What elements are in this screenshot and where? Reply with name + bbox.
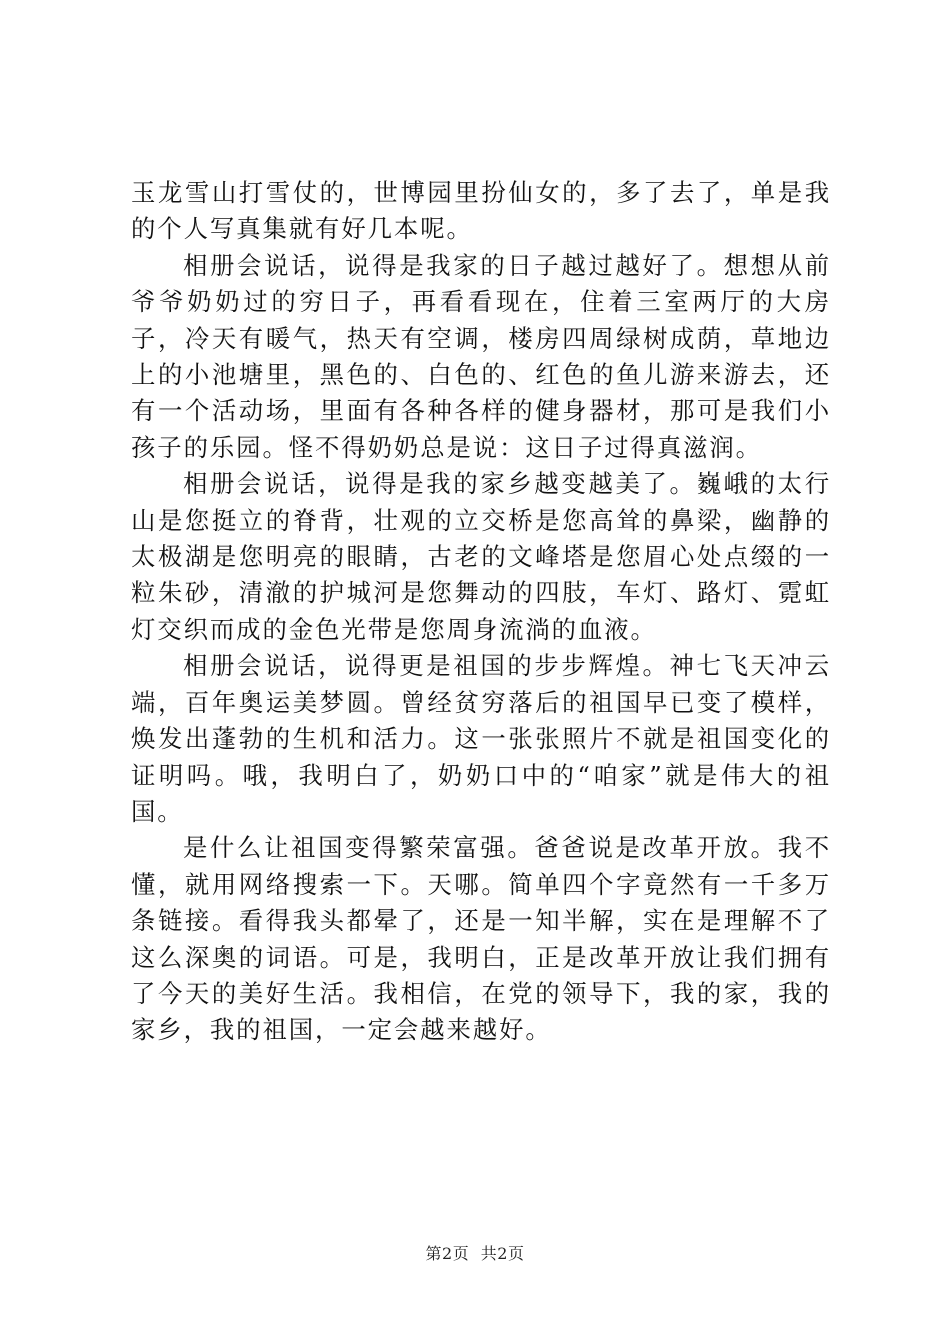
paragraph-reform: 是什么让祖国变得繁荣富强。爸爸说是改革开放。我不懂，就用网络搜索一下。天哪。简单四个字竟然有一千多万条链接。看得我头都晕了，还是一知半解，实在是理解不了这么深奥的词语。可是，我明白，正是改革开放让我们拥有了今天的美好生活。我相信，在党的领导下，我的家，我的家乡，我的祖国，一定会越来越好。	[131, 833, 831, 1045]
page-number: 第2页	[425, 1244, 470, 1263]
paragraph-continued: 玉龙雪山打雪仗的，世博园里扮仙女的，多了去了，单是我的个人写真集就有好几本呢。	[131, 178, 831, 244]
page-footer	[0, 1243, 950, 1265]
page-total: 共2页	[480, 1244, 525, 1263]
paragraph-family-life: 相册会说话，说得是我家的日子越过越好了。想想从前爷爷奶奶过的穷日子，再看看现在，住着三室两厅的大房子，冷天有暖气，热天有空调，楼房四周绿树成荫，草地边上的小池塘里，黑色的、白色的、红色的鱼儿游来游去，还有一个活动场，里面有各种各样的健身器材，那可是我们小孩子的乐园。怪不得奶奶总是说：这日子过得真滋润。	[131, 250, 831, 462]
paragraph-hometown: 相册会说话，说得是我的家乡越变越美了。巍峨的太行山是您挺立的脊背，壮观的立交桥是您高耸的鼻梁，幽静的太极湖是您明亮的眼睛，古老的文峰塔是您眉心处点缀的一粒朱砂，清澈的护城河是您舞动的四肢，车灯、路灯、霓虹灯交织而成的金色光带是您周身流淌的血液。	[131, 469, 831, 644]
body-text	[131, 175, 831, 1049]
paragraph-motherland: 相册会说话，说得更是祖国的步步辉煌。神七飞天冲云端，百年奥运美梦圆。曾经贫穷落后的祖国早已变了模样，焕发出蓬勃的生机和活力。这一张张照片不就是祖国变化的证明吗。哦，我明白了，奶奶口中的“咱家”就是伟大的祖国。	[131, 651, 831, 826]
